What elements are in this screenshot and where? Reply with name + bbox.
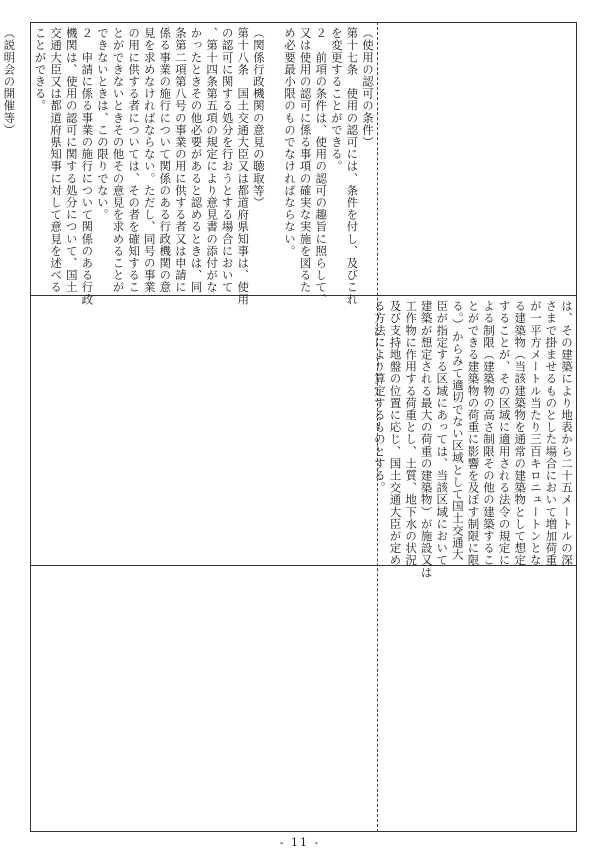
text-line: （使用の認可の条件）: [361, 27, 375, 148]
text-line: る。）からみて適切でない区域として国土交通大: [450, 300, 465, 561]
text-line: の用に供する者については、その者を確知するこ: [127, 27, 142, 294]
text-line: 工作物に作用する荷重とし、土質、地下水の状況: [404, 300, 419, 567]
text-line: を変更することができる。: [329, 27, 344, 173]
text-line: ２ 申請に係る事業の施行について関係のある行政: [80, 27, 95, 306]
frame-right-border: [576, 22, 577, 832]
text-line: 第十八条 国土交通大臣又は都道府県知事は、使用: [236, 27, 251, 306]
text-line: [266, 27, 282, 289]
text-line: 第十七条 使用の認可には、条件を付し、及びこれ: [345, 27, 360, 306]
text-line: することが、その区域に適用される法令の規定に: [497, 300, 512, 567]
frame-top-border: [30, 22, 576, 23]
text-line: 建築が想定される最大の荷重の建築物）が施設又は: [419, 300, 434, 579]
text-line: [16, 27, 32, 289]
text-line: る方法により算定するものとする。: [372, 300, 387, 494]
text-line: [0, 27, 1, 289]
text-line: 交通大臣又は都道府県知事に対して意見を述べる: [49, 27, 64, 294]
text-line: 又は使用の認可に係る事項の確実な実施を図るた: [298, 27, 313, 294]
text-line: 及び支持地盤の位置に応じ、国土交通大臣が定め: [388, 300, 403, 567]
statute-text-right: [372, 300, 574, 579]
text-line: 条第二項第八号の事業の用に供する者又は申請に: [173, 27, 188, 294]
text-line: かったときその他必要があると認めるときは、同: [189, 27, 204, 294]
text-line: 臣が指定する区域にあっては、当該区域において: [435, 300, 450, 567]
text-line: 、第十四条第五項の規定により意見書の添付がな: [205, 27, 220, 294]
text-line: の認可に関する処分を行おうとする場合において: [220, 27, 235, 294]
text-line: （関係行政機関の意見の聴取等）: [251, 27, 266, 209]
text-line: が一平方メートル当たり三百キロニュートンとな: [528, 300, 543, 567]
text-line: 係る事業の施行について関係のある行政機関の意: [158, 27, 173, 294]
text-line: できないときは、この限りでない。: [95, 27, 110, 221]
text-line: る建築物（当該建築物を通常の建築物として想定: [513, 300, 528, 567]
text-line: よる制限（建築物の高さ制限その他の建築するこ: [482, 300, 497, 567]
statute-text-left: [2, 27, 375, 306]
text-line: 機関は、使用の認可に関する処分について、国土: [64, 27, 79, 294]
text-line: とができないときその他その意見を求めることが: [111, 27, 126, 294]
text-line: は、その建築により地表から二十五メートルの深: [560, 300, 574, 567]
text-line: 見を求めなければならない。ただし、同号の事業: [142, 27, 157, 294]
text-line: （説明会の開催等）: [2, 27, 17, 136]
page-number: - 11 -: [279, 836, 321, 849]
text-line: ２ 前項の条件は、使用の認可の趣旨に照らして、: [314, 27, 329, 306]
text-line: さまで掛ませるものとした場合において増加荷重: [544, 300, 559, 567]
text-line: ことができる。: [33, 27, 48, 112]
text-line: とができる建築物の荷重に影響を及ぼす制限に限: [466, 300, 481, 567]
text-line: め必要最小限のものでなければならない。: [283, 27, 298, 257]
frame-bottom-border: [30, 831, 576, 832]
row-rule-top: [30, 295, 576, 296]
